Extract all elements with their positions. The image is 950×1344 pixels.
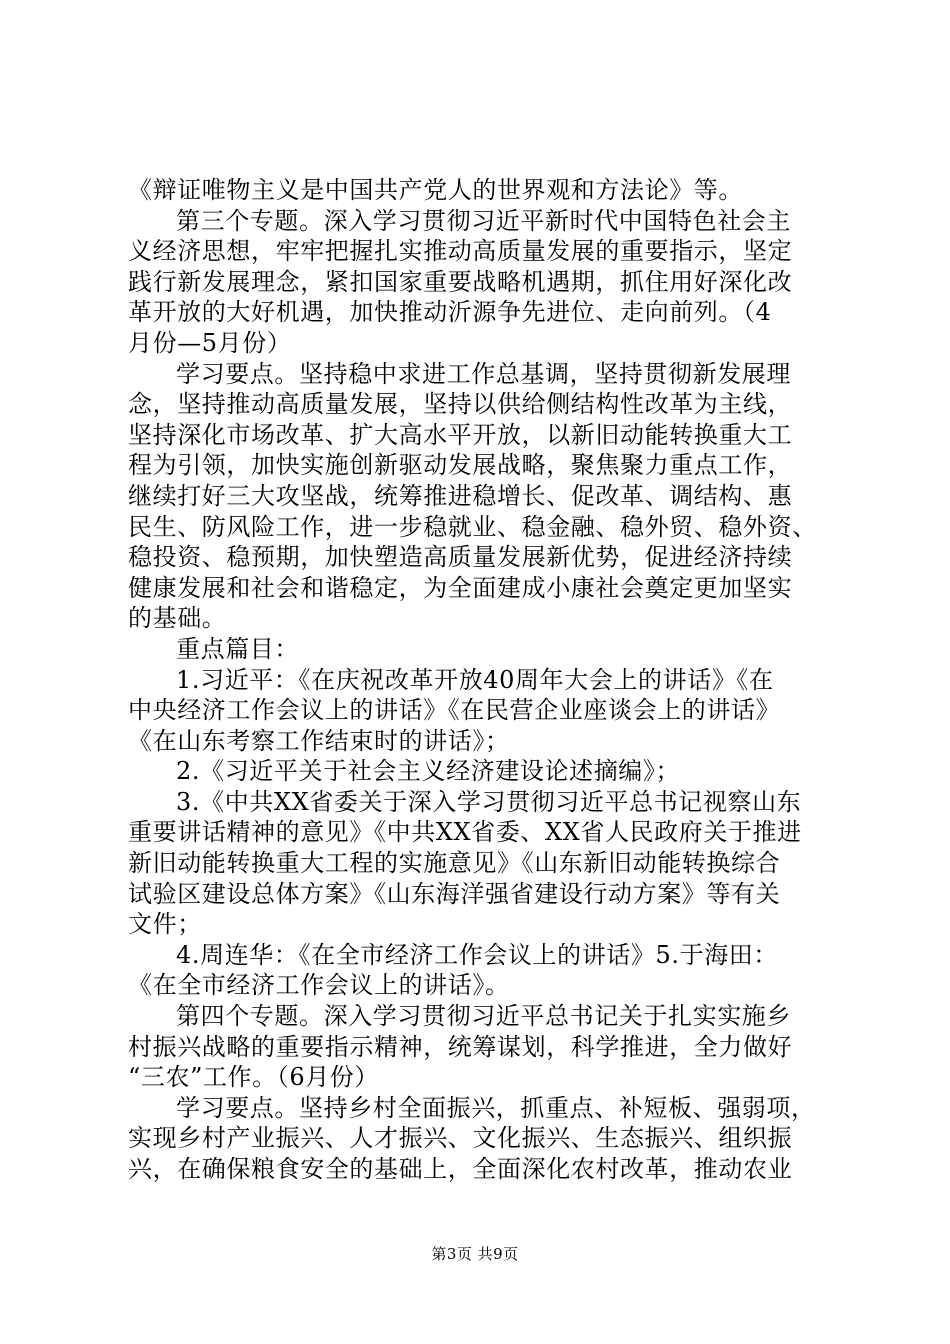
text-line: 试验区建设总体方案》《山东海洋强省建设行动方案》等有关 [128,879,781,908]
document-body [128,175,838,1185]
text-line: 4.周连华：《在全市经济工作会议上的讲话》5.于海田： [176,940,778,969]
text-line: 念，坚持推动高质量发展，坚持以供给侧结构性改革为主线， [128,390,793,419]
text-line: 新旧动能转换重大工程的实施意见》《山东新旧动能转换综合 [128,849,781,878]
text-line: 革开放的大好机遇，加快推动沂源争先进位、走向前列。（4 [128,298,772,327]
page-number-footer: 第3页 共9页 [431,1245,519,1263]
text-line: 重点篇目： [176,634,299,663]
text-line: 坚持深化市场改革、扩大高水平开放，以新旧动能转换重大工 [128,420,793,449]
text-line: 《在山东考察工作结束时的讲话》； [128,726,510,755]
text-line: 村振兴战略的重要指示精神，统筹谋划，科学推进，全力做好 [128,1032,793,1061]
text-line: 《辩证唯物主义是中国共产党人的世界观和方法论》等。 [128,176,743,204]
text-line: 义经济思想，牢牢把握扎实推动高质量发展的重要指示，坚定 [128,237,793,266]
text-line: 2.《习近平关于社会主义经济建设论述摘编》； [176,757,681,786]
text-line: 3.《中共XX省委关于深入学习贯彻习近平总书记视察山东 [176,787,802,816]
text-line: 1.习近平：《在庆祝改革开放40周年大会上的讲话》《在 [176,665,774,694]
text-line: 兴，在确保粮食安全的基础上，全面深化农村改革，推动农业 [128,1155,793,1183]
text-line: 稳投资、稳预期，加快塑造高质量发展新优势，促进经济持续 [128,543,793,572]
text-line: 文件； [128,910,202,939]
text-line: 健康发展和社会和谐稳定，为全面建成小康社会奠定更加坚实 [128,573,793,602]
text-line: 学习要点。坚持乡村全面振兴，抓重点、补短板、强弱项， [176,1093,816,1122]
text-line: 《在全市经济工作会议上的讲话》。 [128,971,510,1000]
text-line: 第四个专题。深入学习贯彻习近平总书记关于扎实实施乡 [176,1002,791,1031]
text-line: “三农”工作。（6月份） [128,1063,380,1092]
text-line: 中央经济工作会议上的讲话》《在民营企业座谈会上的讲话》 [128,696,781,725]
text-line: 第三个专题。深入学习贯彻习近平新时代中国特色社会主 [176,206,791,235]
text-line: 践行新发展理念，紧扣国家重要战略机遇期，抓住用好深化改 [128,267,793,296]
text-line: 继续打好三大攻坚战，统筹推进稳增长、促改革、调结构、惠 [128,481,793,510]
text-line: 月份—5月份） [128,328,292,357]
text-line: 实现乡村产业振兴、人才振兴、文化振兴、生态振兴、组织振 [128,1124,793,1153]
text-line: 重要讲话精神的意见》《中共XX省委、XX省人民政府关于推进 [128,818,802,847]
text-line: 民生、防风险工作，进一步稳就业、稳金融、稳外贸、稳外资、 [128,512,817,541]
text-line: 程为引领，加快实施创新驱动发展战略，聚焦聚力重点工作， [128,451,793,480]
text-line: 学习要点。坚持稳中求进工作总基调，坚持贯彻新发展理 [176,359,791,388]
text-line: 的基础。 [128,604,227,633]
